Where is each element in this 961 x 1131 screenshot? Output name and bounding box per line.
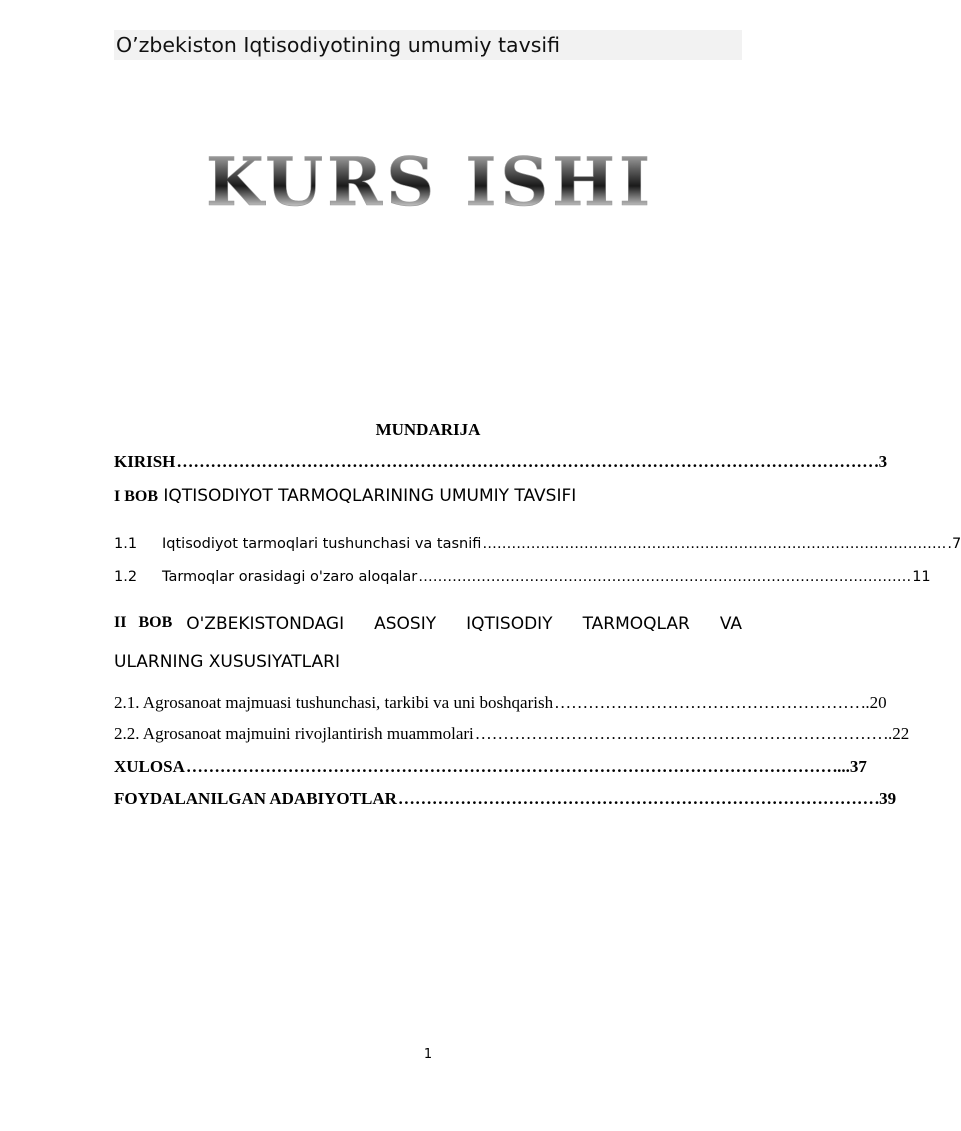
chapter-title: IQTISODIYOT TARMOQLARINING UMUMIY TAVSIFI [163,486,577,506]
toc-page-number: 11 [912,569,931,585]
toc-leader-dots: ……………………………………………………………… [474,724,883,743]
toc-chapter-2[interactable] [114,614,742,634]
toc-leader-dots: …………………………………………………………………………………… [482,536,947,552]
chapter-title-line-2: ULARNING XUSUSIYATLARI [114,652,340,672]
toc-leader-dots: ……………………………………………… [554,693,861,712]
toc-label: Iqtisodiyot tarmoqlari tushunchasi va tasnifi [162,536,482,552]
toc-item-number: 1.2 [114,569,138,585]
wordart-text: KURS ISHI [206,143,654,221]
toc-row-1-2[interactable] [114,569,931,585]
toc-label: Tarmoqlar orasidagi o'zaro aloqalar [162,569,418,585]
toc-label: FOYDALANILGAN ADABIYOTLAR [114,789,397,808]
toc-chapter-1[interactable] [114,486,742,506]
toc-page-number: ..20 [861,693,887,712]
toc-page-number: .3 [874,452,888,471]
toc-leader-dots: …………………………………………………………………………………………………… [185,757,832,776]
toc-row-2-2[interactable] [114,724,910,744]
toc-title: MUNDARIJA [375,420,481,439]
toc-leader-dots: ………………………………………………………………………… [397,789,874,808]
toc-page-number: ..22 [883,724,910,743]
toc-label: KIRISH [114,452,176,471]
kurs-ishi-wordart [200,143,660,221]
toc-row-adabiyotlar[interactable] [114,789,897,809]
toc-label: XULOSA [114,757,185,776]
toc-leader-dots: ………………………………………………………………………………………… [418,569,912,585]
toc-row-xulosa[interactable] [114,757,867,777]
toc-chapter-2-line-2 [114,652,742,672]
toc-row-kirish[interactable] [114,452,888,472]
toc-leader-dots: …………………………………………………………………………………………………………… [176,452,874,471]
toc-page-number: .39 [874,789,897,808]
toc-row-2-1[interactable] [114,693,887,713]
chapter-prefix: I BOB [114,488,159,505]
chapter-title-line-1: O'ZBEKISTONDAGI ASOSIY IQTISODIY TARMOQLAR VA [186,614,742,634]
toc-label: 2.2. Agrosanoat majmuini rivojlantirish muammolari [114,724,474,743]
toc-page-number: .7 [947,536,961,552]
toc-row-1-1[interactable] [114,536,961,552]
toc-item-number: 1.1 [114,536,138,552]
page-number: 1 [423,1047,433,1062]
document-header-title: O’zbekiston Iqtisodiyotining umumiy tavsifi [116,33,561,57]
chapter-prefix: II BOB [114,614,173,631]
toc-page-number: ....37 [832,757,867,776]
toc-label: 2.1. Agrosanoat majmuasi tushunchasi, tarkibi va uni boshqarish [114,693,554,712]
